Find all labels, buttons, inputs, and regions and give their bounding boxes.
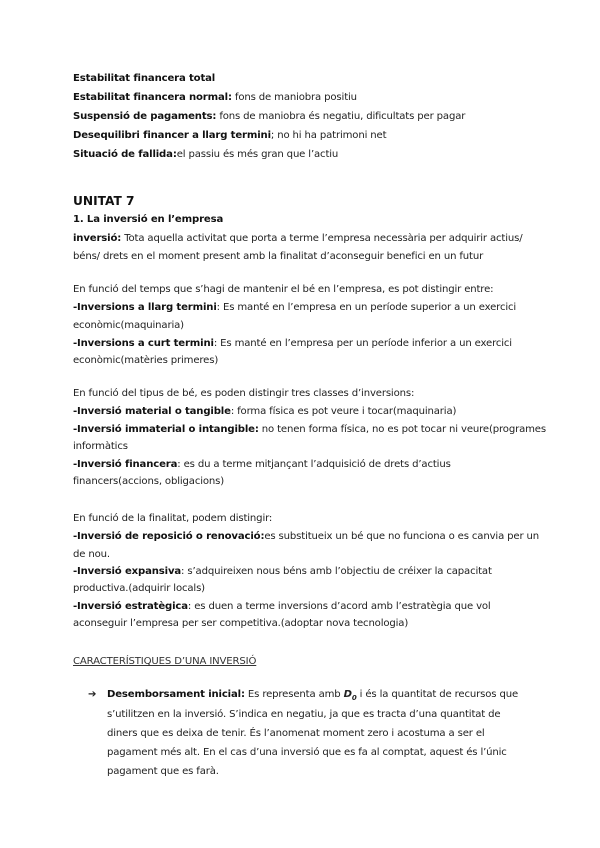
time-intro: En funció del temps que s’hagi de mantenir el bé en l’empresa, es pot distingir entre: xyxy=(73,284,494,295)
bullet-initial-outlay: Desemborsament inicial: Es representa amb $D_0$ i és la quantitat de recursos que xyxy=(107,689,519,703)
inversio-definition: inversió: Tota aquella activitat que porta a terme l’empresa necessària per adquirir actius/ xyxy=(73,233,523,244)
long-term-item-cont: econòmic(maquinaria) xyxy=(73,320,184,331)
stability-suspension: Suspensió de pagaments: fons de maniobra és negatiu, dificultats per pagar xyxy=(73,111,466,122)
long-term-item: -Inversions a llarg termini: Es manté en l’empresa en un període superior a un exercici xyxy=(73,302,517,313)
inversio-definition-cont: béns/ drets en el moment present amb la finalitat d’aconseguir benefici en un futur xyxy=(73,251,484,262)
expansive-item: -Inversió expansiva: s’adquireixen nous béns amb l’objectiu de créixer la capacitat xyxy=(73,566,492,577)
replacement-item: -Inversió de reposició o renovació:es substitueix un bé que no funciona o es canvia per un xyxy=(73,531,540,542)
strategic-item: -Inversió estratègica: es duen a terme inversions d’acord amb l’estratègia que vol xyxy=(73,601,491,612)
stability-bankruptcy: Situació de fallida:el passiu és més gran que l’actiu xyxy=(73,149,339,160)
immaterial-item: -Inversió immaterial o intangible: no tenen forma física, no es pot tocar ni veure(programes xyxy=(73,424,546,435)
section-title: 1. La inversió en l’empresa xyxy=(73,214,224,225)
characteristics-heading: CARACTERÍSTIQUES D’UNA INVERSIÓ xyxy=(73,656,257,667)
stability-imbalance: Desequilibri financer a llarg termini; no hi ha patrimoni net xyxy=(73,130,387,141)
unit-title: UNITAT 7 xyxy=(73,194,135,208)
expansive-item-cont: productiva.(adquirir locals) xyxy=(73,583,205,594)
financial-item-cont: financers(accions, obligacions) xyxy=(73,476,225,487)
type-intro: En funció del tipus de bé, es poden distingir tres classes d’inversions: xyxy=(73,388,415,399)
bullet-line-2: s’utilitzen en la inversió. S’indica en negatiu, ja que es tracta d’una quantitat de xyxy=(107,709,501,720)
stability-normal: Estabilitat financera normal: fons de maniobra positiu xyxy=(73,92,357,103)
bullet-line-3: diners que es deixa de tenir. És l’anomenat moment zero i acostuma a ser el xyxy=(107,728,485,739)
short-term-item-cont: econòmic(matèries primeres) xyxy=(73,355,219,366)
material-item: -Inversió material o tangible: forma física es pot veure i tocar(maquinaria) xyxy=(73,406,457,417)
immaterial-item-cont: informàtics xyxy=(73,441,128,452)
financial-item: -Inversió financera: es du a terme mitjançant l’adquisició de drets d’actius xyxy=(73,459,451,470)
stability-total: Estabilitat financera total xyxy=(73,73,216,84)
arrow-bullet-icon: ➔ xyxy=(88,689,97,700)
strategic-item-cont: aconseguir l’empresa per ser competitiva.(adoptar nova tecnologia) xyxy=(73,618,409,629)
bullet-line-4: pagament més alt. En el cas d’una inversió que es fa al comptat, aquest és l’únic xyxy=(107,747,507,758)
d0-symbol: $D_0$ xyxy=(343,689,357,703)
replacement-item-cont: de nou. xyxy=(73,549,110,560)
short-term-item: -Inversions a curt termini: Es manté en l’empresa per un període inferior a un exercici xyxy=(73,338,512,349)
purpose-intro: En funció de la finalitat, podem distingir: xyxy=(73,513,273,524)
bullet-line-5: pagament que es farà. xyxy=(107,766,219,777)
